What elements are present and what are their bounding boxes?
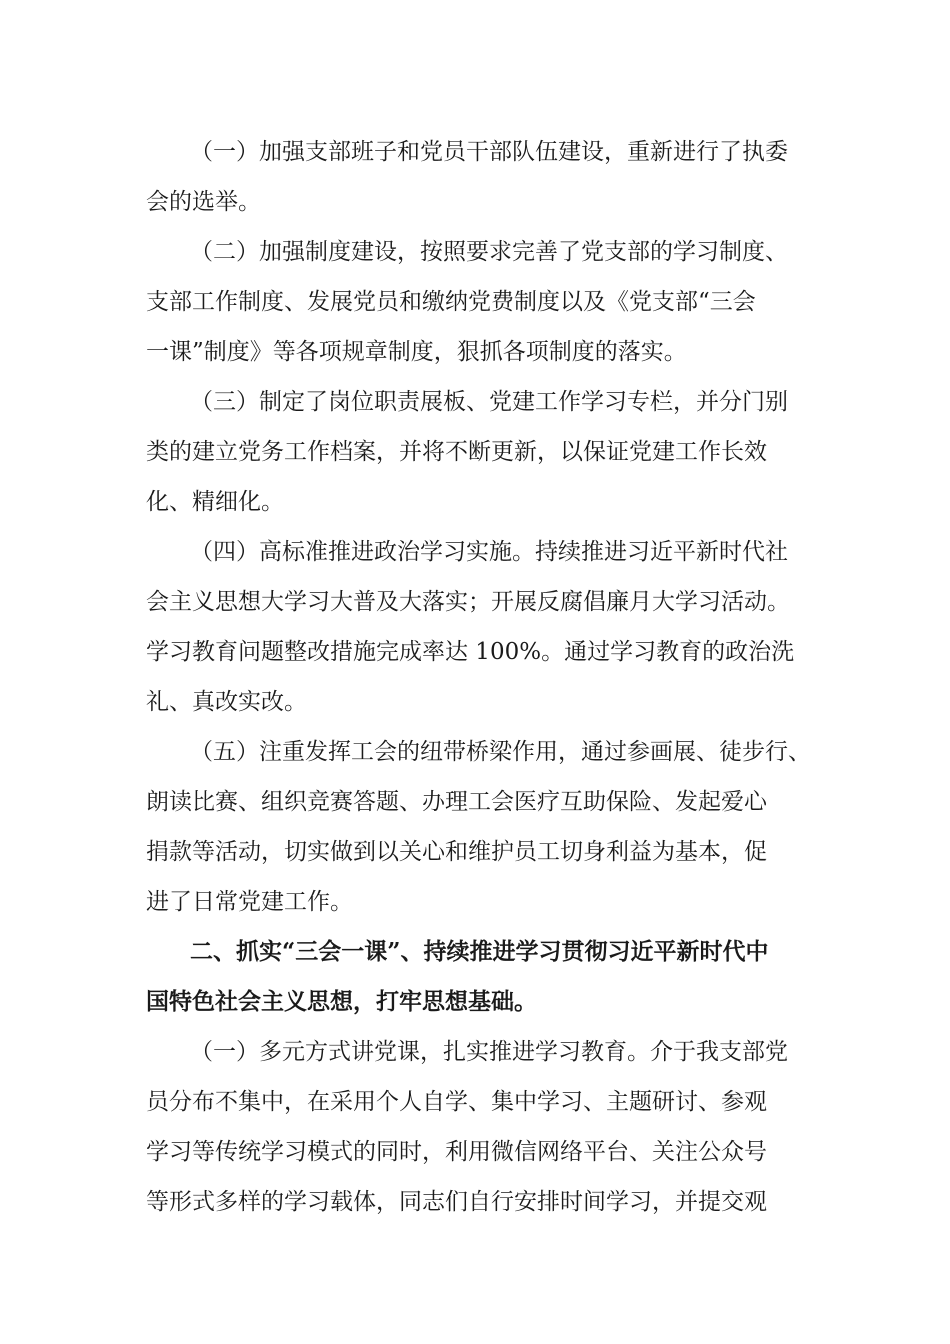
text-line: 礼、真改实改。: [146, 689, 307, 715]
text-line: 学习等传统学习模式的同时，利用微信网络平台、关注公众号: [146, 1139, 767, 1165]
text-line: （三）制定了岗位职责展板、党建工作学习专栏，并分门别: [190, 389, 788, 415]
text-line: （五）注重发挥工会的纽带桥梁作用，通过参画展、徒步行、: [190, 739, 811, 765]
text-line: 进了日常党建工作。: [146, 889, 353, 915]
text-line: 朗读比赛、组织竞赛答题、办理工会医疗互助保险、发起爱心: [146, 789, 767, 815]
text-line: 类的建立党务工作档案，并将不断更新，以保证党建工作长效: [146, 439, 767, 465]
text-line: 会主义思想大学习大普及大落实；开展反腐倡廉月大学习活动。: [146, 589, 790, 615]
text-line: （一）加强支部班子和党员干部队伍建设，重新进行了执委: [190, 139, 788, 165]
text-line: 等形式多样的学习载体，同志们自行安排时间学习，并提交观: [146, 1189, 767, 1215]
text-line: 员分布不集中，在采用个人自学、集中学习、主题研讨、参观: [146, 1089, 767, 1115]
text-line: （二）加强制度建设，按照要求完善了党支部的学习制度、: [190, 239, 788, 265]
section-heading-line: 二、抓实“三会一课”、持续推进学习贯彻习近平新时代中: [190, 938, 769, 965]
section-heading-line: 国特色社会主义思想，打牢思想基础。: [146, 988, 537, 1015]
text-line: （四）高标准推进政治学习实施。持续推进习近平新时代社: [190, 539, 788, 565]
text-line: （一）多元方式讲党课，扎实推进学习教育。介于我支部党: [190, 1039, 788, 1065]
text-line: 捐款等活动，切实做到以关心和维护员工切身利益为基本，促: [146, 839, 767, 865]
text-line: 支部工作制度、发展党员和缴纳党费制度以及《党支部“三会: [146, 289, 756, 315]
text-line: 一课”制度》等各项规章制度，狠抓各项制度的落实。: [146, 339, 687, 365]
text-line: 化、精细化。: [146, 489, 284, 515]
text-line: 会的选举。: [146, 189, 261, 215]
text-line: 学习教育问题整改措施完成率达 100%。通过学习教育的政治洗: [146, 639, 795, 665]
